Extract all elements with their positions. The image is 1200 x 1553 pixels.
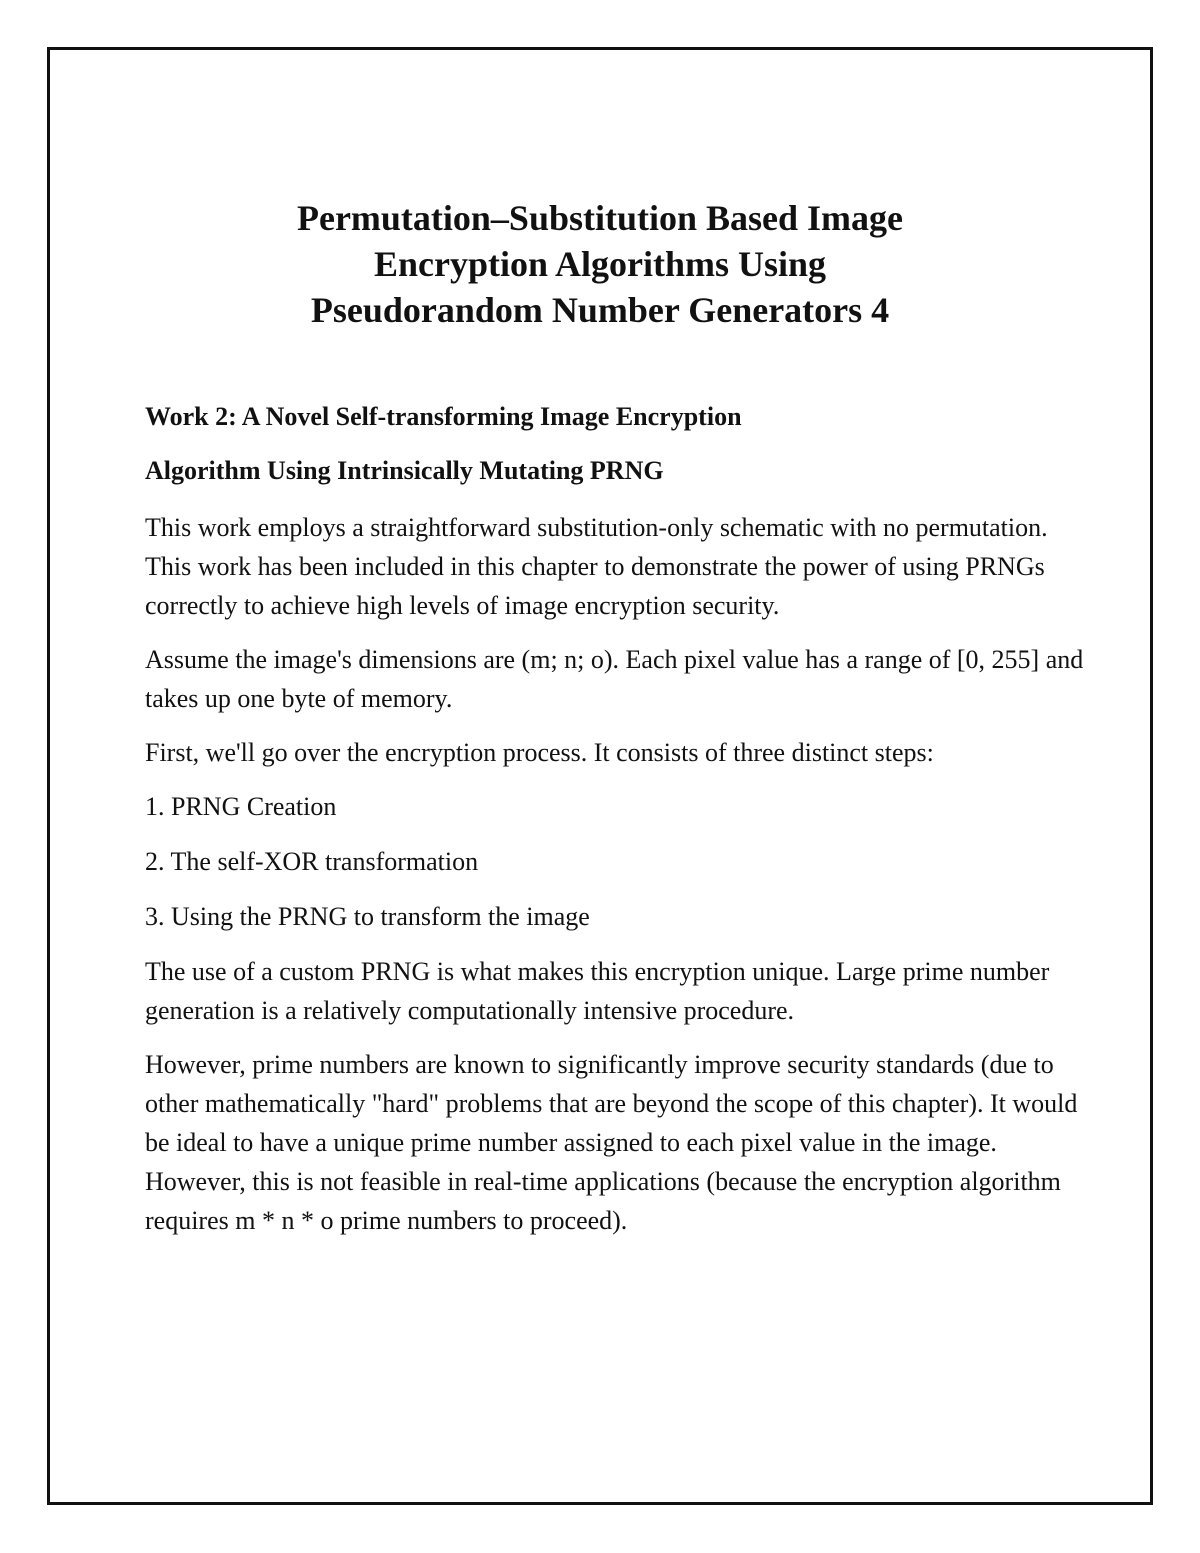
body-content: [145, 400, 1085, 1255]
step-item-3: 3. Using the PRNG to transform the image: [145, 902, 590, 931]
section-heading-line-2: Algorithm Using Intrinsically Mutating PRNG: [145, 456, 664, 485]
custom-prng-paragraph: The use of a custom PRNG is what makes this encryption unique. Large prime number generation is a relatively computationally intensive procedure.: [145, 957, 1050, 1025]
page-title: [50, 195, 1150, 333]
dimensions-paragraph: Assume the image's dimensions are (m; n; o). Each pixel value has a range of [0, 255] and takes up one byte of memory.: [145, 645, 1084, 713]
title-line-3: Pseudorandom Number Generators 4: [310, 290, 890, 330]
section-heading-line-1: Work 2: A Novel Self-transforming Image Encryption: [145, 402, 742, 431]
step-item-2: 2. The self-XOR transformation: [145, 847, 479, 876]
process-paragraph: First, we'll go over the encryption process. It consists of three distinct steps:: [145, 738, 934, 767]
title-line-2: Encryption Algorithms Using: [373, 244, 827, 284]
page-border: [47, 47, 1153, 1505]
intro-paragraph: This work employs a straightforward substitution-only schematic with no permutation. This work has been included in this chapter to demonstrate the power of using PRNGs correctly to achieve high levels of image encryption security.: [145, 513, 1048, 620]
step-item-1: 1. PRNG Creation: [145, 792, 337, 821]
title-line-1: Permutation–Substitution Based Image: [296, 198, 904, 238]
prime-numbers-paragraph: However, prime numbers are known to significantly improve security standards (due to other mathematically "hard" problems that are beyond the scope of this chapter). It would be ideal to have a unique prime number assigned to each pixel value in the image. However, this is not feasible in real-time applications (because the encryption algorithm requires m * n * o prime numbers to proceed).: [145, 1050, 1078, 1235]
